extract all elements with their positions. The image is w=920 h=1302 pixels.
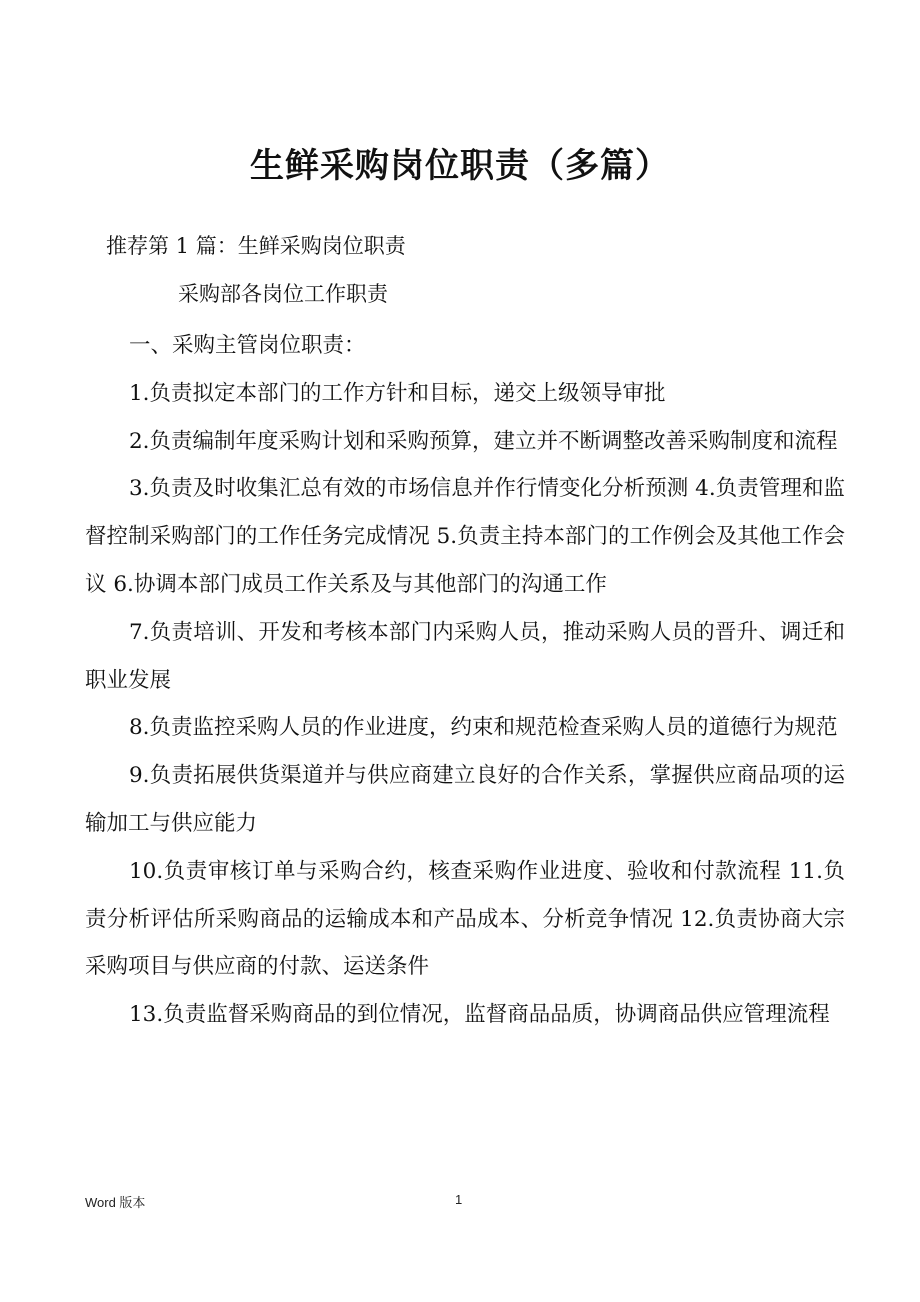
paragraph: 13.负责监督采购商品的到位情况，监督商品品质，协调商品供应管理流程 — [129, 1002, 830, 1028]
paragraph: 3.负责及时收集汇总有效的市场信息并作行情变化分析预测 4.负责管理和监督控制采购部门的工作任务完成情况 5.负责主持本部门的工作例会及其他工作会议 6.协调本部门成员工作关系及与其他部门的沟通工作 — [85, 476, 845, 597]
paragraph: 1.负责拟定本部门的工作方针和目标，递交上级领导审批 — [129, 380, 666, 406]
recommend-heading: 推荐第 1 篇：生鲜采购岗位职责 — [106, 234, 406, 258]
page-number: 1 — [455, 1192, 463, 1207]
document-body — [85, 322, 845, 1039]
paragraph-heading: 一、采购主管岗位职责： — [129, 333, 366, 358]
paragraph: 9.负责拓展供货渠道并与供应商建立良好的合作关系，掌握供应商品项的运输加工与供应能力 — [85, 763, 845, 836]
footer-label: Word 版本 — [85, 1195, 146, 1210]
paragraph: 7.负责培训、开发和考核本部门内采购人员，推动采购人员的晋升、调迁和职业发展 — [85, 619, 845, 693]
paragraph: 2.负责编制年度采购计划和采购预算，建立并不断调整改善采购制度和流程 — [129, 428, 838, 454]
paragraph: 8.负责监控采购人员的作业进度，约束和规范检查采购人员的道德行为规范 — [129, 715, 838, 741]
section-subtitle: 采购部各岗位工作职责 — [178, 282, 388, 306]
document-title: 生鲜采购岗位职责（多篇） — [250, 146, 670, 186]
paragraph: 10.负责审核订单与采购合约，核查采购作业进度、验收和付款流程 11.负责分析评估所采购商品的运输成本和产品成本、分析竞争情况 12.负责协商大宗采购项目与供应商的付款、运送条件 — [85, 858, 845, 980]
